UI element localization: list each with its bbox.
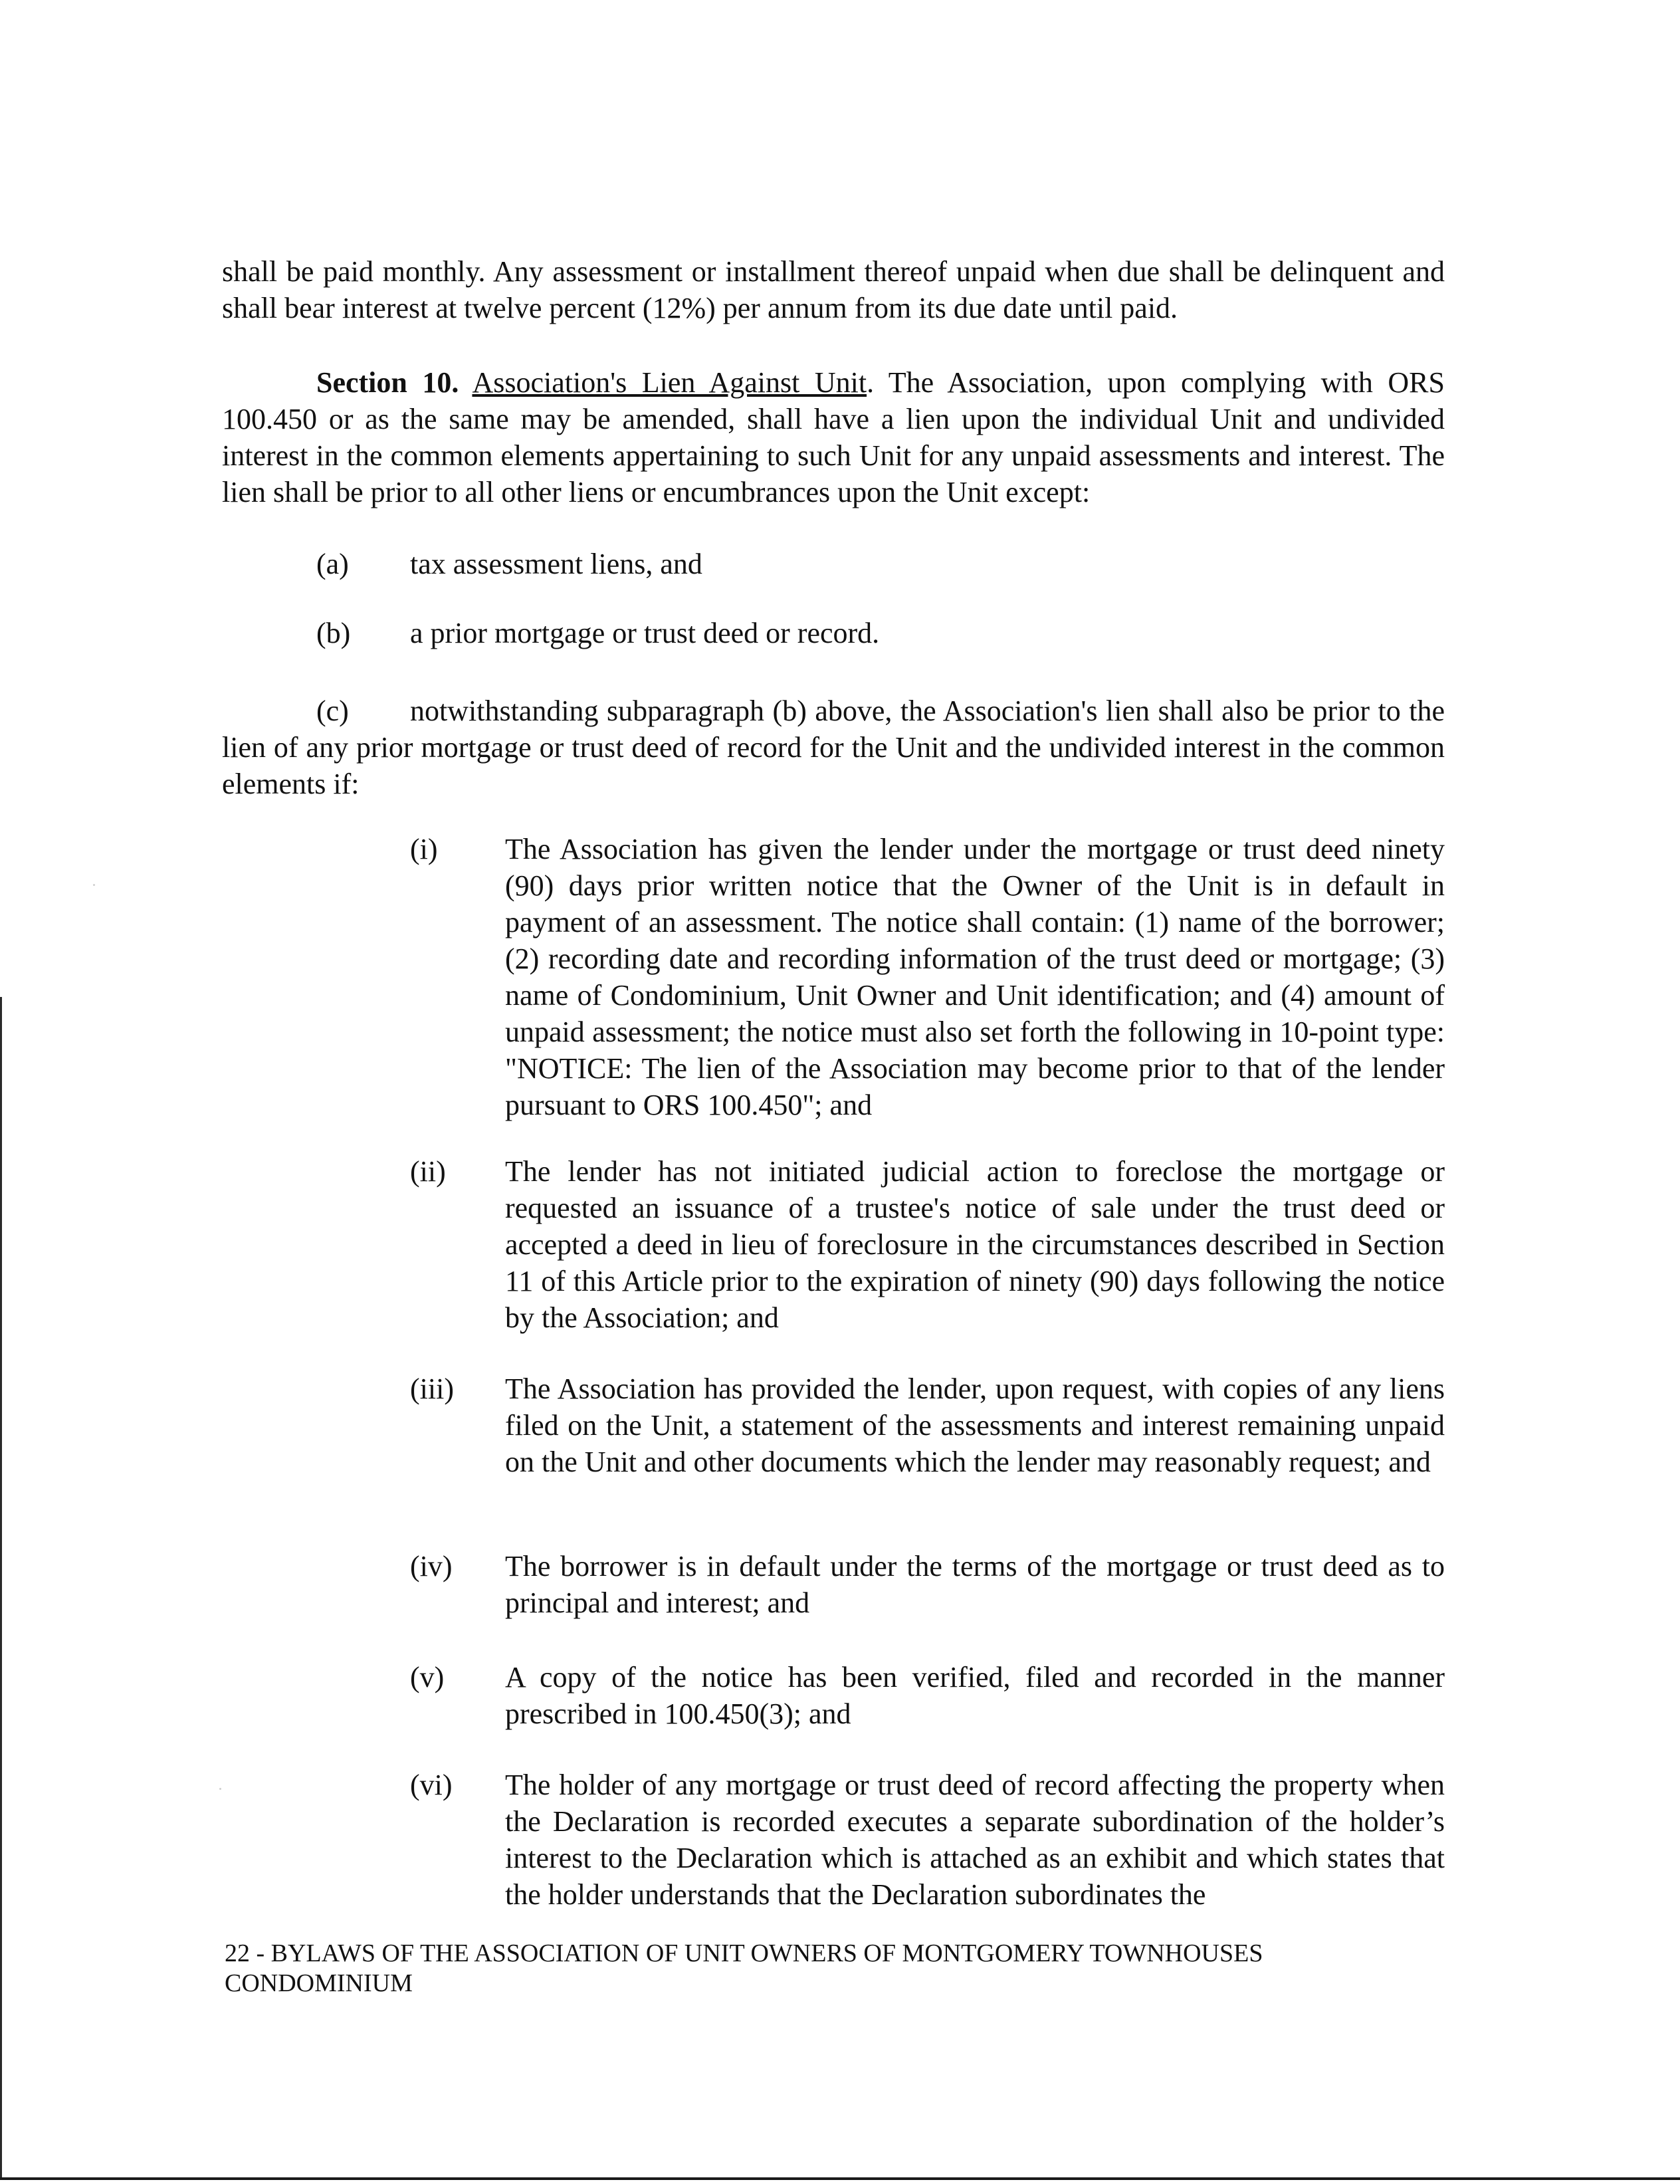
scan-edge-bottom bbox=[0, 2177, 1680, 2180]
scan-edge-left bbox=[0, 997, 2, 2180]
condition-label: (i) bbox=[410, 833, 438, 865]
condition-label: (vi) bbox=[410, 1769, 453, 1801]
footer-line: CONDOMINIUM bbox=[225, 1969, 413, 1997]
footer-line: 22 - BYLAWS OF THE ASSOCIATION OF UNIT OWNERS OF MONTGOMERY TOWNHOUSES bbox=[225, 1939, 1263, 1967]
item-text: a prior mortgage or trust deed or record. bbox=[410, 617, 880, 649]
scan-speck bbox=[93, 884, 95, 886]
scan-speck bbox=[219, 1788, 221, 1790]
condition-text: A copy of the notice has been verified, filed and recorded in the manner prescribed in 100.450(3); and bbox=[505, 1661, 1445, 1730]
section-10-paragraph bbox=[222, 364, 1445, 510]
opening-paragraph: shall be paid monthly. Any assessment or installment thereof unpaid when due shall be delinquent and shall bear interest at twelve percent (12%) per annum from its due date until paid. bbox=[222, 255, 1445, 324]
item-label: (b) bbox=[316, 617, 351, 649]
section-body: The Association, upon complying with ORS 100.450 or as the same may be amended, shall have a lien upon the individual Unit and undivided interest in the common elements appertaining to such Unit for any unpaid assessments and interest. The lien shall be prior to all other liens or encumbrances upon the Unit except: bbox=[222, 366, 1445, 508]
condition-label: (iv) bbox=[410, 1550, 453, 1583]
condition-label: (v) bbox=[410, 1661, 445, 1693]
section-heading: Association's Lien Against Unit bbox=[472, 366, 867, 399]
item-c-paragraph bbox=[222, 693, 1445, 802]
item-text: tax assessment liens, and bbox=[410, 548, 702, 580]
condition-label: (ii) bbox=[410, 1155, 446, 1188]
condition-text: The Association has provided the lender, upon request, with copies of any liens filed on the Unit, a statement of the assessments and interest remaining unpaid on the Unit and other documents which the lender may reasonably request; and bbox=[505, 1372, 1445, 1478]
item-label: (c) bbox=[316, 695, 349, 727]
condition-text: The Association has given the lender under the mortgage or trust deed ninety (90) days prior written notice that the Owner of the Unit is in default in payment of an assessment. The notice shall contain: (1) name of the borrower; (2) recording date and recording information of the trust deed or mortgage; (3) name of Condominium, Unit Owner and Unit identification; and (4) amount of unpaid assessment; the notice must also set forth the following in 10-point type: "NOTICE: The lien of the Association may become prior to that of the lender pursuant to ORS 100.450"; and bbox=[505, 833, 1445, 1121]
item-label: (a) bbox=[316, 548, 349, 580]
condition-text: The lender has not initiated judicial action to foreclose the mortgage or requested an issuance of a trustee's notice of sale under the trust deed or accepted a deed in lieu of foreclosure in the circumstances described in Section 11 of this Article prior to the expiration of ninety (90) days following the notice by the Association; and bbox=[505, 1155, 1445, 1334]
condition-text: The holder of any mortgage or trust deed of record affecting the property when the Declaration is recorded executes a separate subordination of the holder’s interest to the Declaration which is attached as an exhibit and which states that the holder understands that the Declaration subordinates the bbox=[505, 1769, 1445, 1911]
item-text: notwithstanding subparagraph (b) above, the Association's lien shall also be prior to the lien of any prior mortgage or trust deed of record for the Unit and the undivided interest in the common elements if: bbox=[222, 695, 1445, 800]
section-heading-punct: . bbox=[867, 366, 875, 399]
condition-text: The borrower is in default under the terms of the mortgage or trust deed as to principal and interest; and bbox=[505, 1550, 1445, 1619]
condition-label: (iii) bbox=[410, 1372, 454, 1405]
section-number: Section 10. bbox=[316, 366, 459, 399]
page-footer bbox=[225, 1939, 1487, 1999]
